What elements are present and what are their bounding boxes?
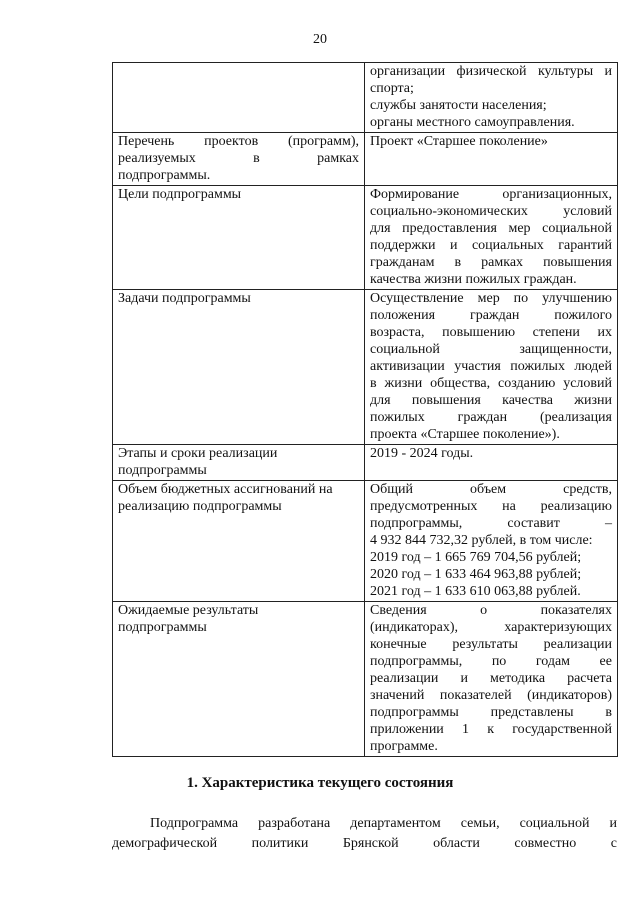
row-label-cell	[113, 186, 365, 290]
text-line: подпрограммы представлены в	[370, 705, 612, 720]
page-number: 20	[313, 32, 327, 47]
row-label-cell	[113, 602, 365, 757]
table-row	[113, 186, 618, 290]
section-title: 1. Характеристика текущего состояния	[186, 775, 454, 791]
text-line: поддержки и социальных гарантий	[370, 238, 612, 253]
row-label-cell	[113, 445, 365, 481]
text-line: для предоставления мер социальной	[370, 221, 612, 236]
table-row	[113, 602, 618, 757]
text-line: программе.	[370, 739, 438, 754]
row-value-cell	[365, 481, 618, 602]
text-line: подпрограммы.	[118, 168, 211, 183]
text-line: пожилых граждан (реализация	[370, 410, 612, 425]
row-value-cell	[365, 63, 618, 133]
text-line: 2019 - 2024 годы.	[370, 446, 474, 461]
table-row	[113, 445, 618, 481]
text-line: органы местного самоуправления.	[370, 115, 575, 130]
row-value-cell	[365, 186, 618, 290]
text-line: реализацию подпрограммы	[118, 499, 282, 514]
text-line: социальной защищенности,	[370, 342, 612, 357]
text-line: социально-экономических условий	[370, 204, 612, 219]
row-value-cell	[365, 602, 618, 757]
row-value-cell	[365, 445, 618, 481]
text-line: значений показателей (индикаторов)	[370, 688, 612, 703]
text-line: возраста, повышению степени их	[370, 325, 612, 340]
row-label-cell	[113, 133, 365, 186]
text-line: гражданам в рамках повышения	[370, 255, 612, 270]
text-line: для повышения качества жизни	[370, 393, 612, 408]
table-row	[113, 63, 618, 133]
text-line: (индикаторах), характеризующих	[370, 620, 612, 635]
text-line: активизации участия пожилых людей	[370, 359, 612, 374]
row-label-cell	[113, 290, 365, 445]
text-line: 4 932 844 732,32 рублей, в том числе:	[370, 533, 593, 548]
text-line: Осуществление мер по улучшению	[370, 291, 612, 306]
text-line: Объем бюджетных ассигнований на	[118, 482, 333, 497]
text-line: положения граждан пожилого	[370, 308, 612, 323]
text-line: реализуемых в рамках	[118, 151, 359, 166]
text-line: подпрограммы, по годам ее	[370, 654, 612, 669]
text-line: приложении 1 к государственной	[370, 722, 612, 737]
row-value-cell	[365, 133, 618, 186]
text-line: предусмотренных на реализацию	[370, 499, 612, 514]
table-row	[113, 133, 618, 186]
text-line: Сведения о показателях	[370, 603, 612, 618]
text-line: Перечень проектов (программ),	[118, 134, 359, 149]
text-line: Этапы и сроки реализации	[118, 446, 278, 461]
text-line: службы занятости населения;	[370, 98, 547, 113]
text-line: реализации и методика расчета	[370, 671, 612, 686]
text-line: Ожидаемые результаты	[118, 603, 259, 618]
text-line: подпрограммы	[118, 463, 207, 478]
table-row	[113, 481, 618, 602]
text-line: 2019 год – 1 665 769 704,56 рублей;	[370, 550, 582, 565]
paragraph-line: демографической политики Брянской области совместно с	[112, 836, 617, 851]
table-row	[113, 290, 618, 445]
body-paragraph	[112, 814, 617, 854]
text-line: в жизни общества, созданию условий	[370, 376, 612, 391]
row-label-cell	[113, 63, 365, 133]
row-value-cell	[365, 290, 618, 445]
text-line: Формирование организационных,	[370, 187, 612, 202]
text-line: конечные результаты реализации	[370, 637, 612, 652]
subprogram-passport-table	[112, 62, 618, 757]
paragraph-line: Подпрограмма разработана департаментом семьи, социальной и	[150, 816, 617, 831]
text-line: качества жизни пожилых граждан.	[370, 272, 577, 287]
text-line: спорта;	[370, 81, 414, 96]
text-line: 2020 год – 1 633 464 963,88 рублей;	[370, 567, 582, 582]
text-line: организации физической культуры и	[370, 64, 612, 79]
text-line: подпрограммы	[118, 620, 207, 635]
text-line: Общий объем средств,	[370, 482, 612, 497]
text-line: 2021 год – 1 633 610 063,88 рублей.	[370, 584, 581, 599]
row-label-cell	[113, 481, 365, 602]
text-line: подпрограммы, составит –	[370, 516, 612, 531]
text-line: Проект «Старшее поколение»	[370, 134, 548, 149]
text-line: Задачи подпрограммы	[118, 291, 251, 306]
text-line: Цели подпрограммы	[118, 187, 242, 202]
text-line: проекта «Старшее поколение»).	[370, 427, 560, 442]
